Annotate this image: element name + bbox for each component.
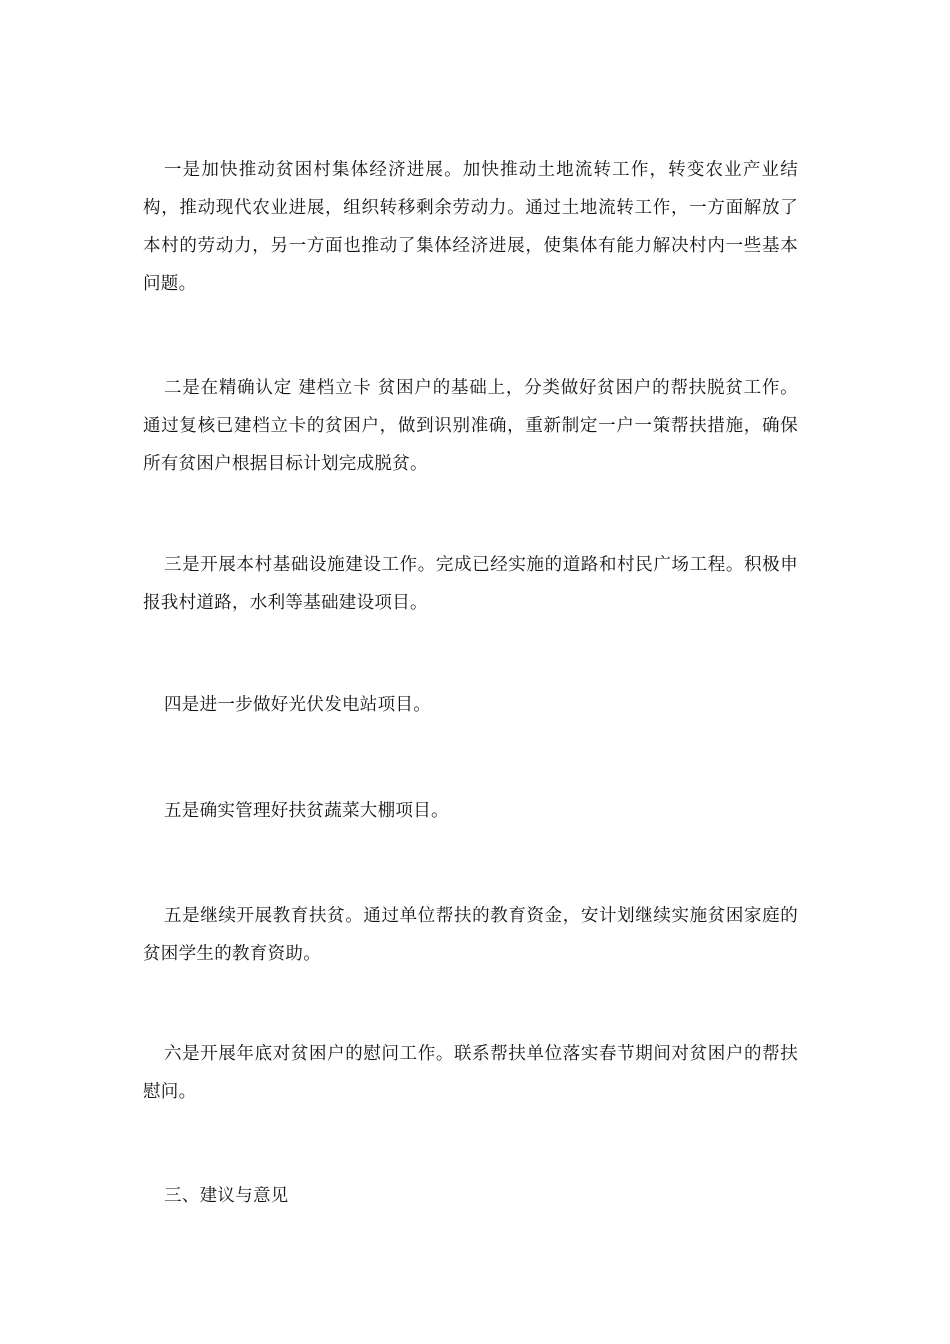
paragraph-collective-economy: 一是加快推动贫困村集体经济进展。加快推动土地流转工作，转变农业产业结构，推动现代农业进展，组织转移剩余劳动力。通过土地流转工作，一方面解放了本村的劳动力，另一方面也推动了集体经济进展，使集体有能力解决村内一些基本问题。 — [143, 160, 798, 294]
paragraph-infrastructure: 三是开展本村基础设施建设工作。完成已经实施的道路和村民广场工程。积极申报我村道路，水利等基础建设项目。 — [143, 555, 798, 613]
paragraph-poverty-registration: 二是在精确认定 建档立卡 贫困户的基础上，分类做好贫困户的帮扶脱贫工作。通过复核已建档立卡的贫困户，做到识别准确，重新制定一户一策帮扶措施，确保所有贫困户根据目标计划完成脱贫。 — [143, 378, 798, 474]
paragraph-year-end-visits: 六是开展年底对贫困户的慰问工作。联系帮扶单位落实春节期间对贫困户的帮扶慰问。 — [143, 1044, 798, 1102]
paragraph-education-aid: 五是继续开展教育扶贫。通过单位帮扶的教育资金，安计划继续实施贫困家庭的贫困学生的教育资助。 — [143, 906, 798, 964]
paragraph-solar-station: 四是进一步做好光伏发电站项目。 — [164, 695, 431, 715]
paragraph-vegetable-greenhouse: 五是确实管理好扶贫蔬菜大棚项目。 — [164, 801, 449, 821]
section-heading-suggestions: 三、建议与意见 — [164, 1186, 289, 1206]
